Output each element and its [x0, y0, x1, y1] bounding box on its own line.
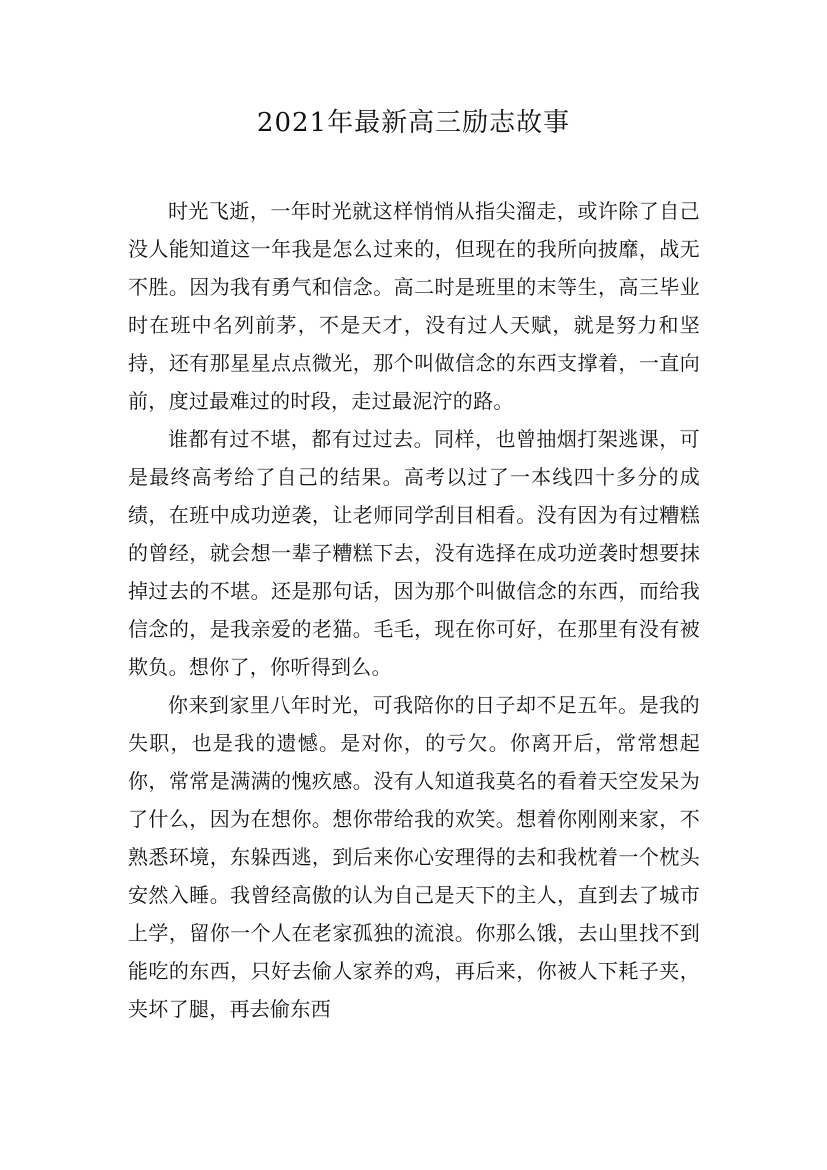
paragraph-1: 时光飞逝，一年时光就这样悄悄从指尖溜走，或许除了自己没人能知道这一年我是怎么过来的，但现在的我所向披靡，战无不胜。因为我有勇气和信念。高二时是班里的末等生，高三毕业时在班中名列前茅，不是天才，没有过人天赋，就是努力和坚持，还有那星星点点微光，那个叫做信念的东西支撑着，一直向前，度过最难过的时段，走过最泥泞的路。: [128, 199, 700, 413]
document-body: [128, 192, 700, 1028]
paragraph-3: 你来到家里八年时光，可我陪你的日子却不足五年。是我的失职，也是我的遗憾。是对你，的亏欠。你离开后，常常想起你，常常是满满的愧疚感。没有人知道我莫名的看着天空发呆为了什么，因为在想你。想你带给我的欢笑。想着你刚刚来家，不熟悉环境，东躲西逃，到后来你心安理得的去和我枕着一个枕头安然入睡。我曾经高傲的认为自己是天下的主人，直到去了城市上学，留你一个人在老家孤独的流浪。你那么饿，去山里找不到能吃的东西，只好去偷人家养的鸡，再后来，你被人下耗子夹，夹坏了腿，再去偷东西: [128, 693, 700, 1021]
document-title: 2021年最新高三励志故事: [256, 108, 571, 138]
paragraph-2: 谁都有过不堪，都有过过去。同样，也曾抽烟打架逃课，可是最终高考给了自己的结果。高考以过了一本线四十多分的成绩，在班中成功逆袭，让老师同学刮目相看。没有因为有过糟糕的曾经，就会想一辈子糟糕下去，没有选择在成功逆袭时想要抹掉过去的不堪。还是那句话，因为那个叫做信念的东西，而给我信念的，是我亲爱的老猫。毛毛，现在你可好，在那里有没有被欺负。想你了，你听得到么。: [128, 427, 700, 679]
